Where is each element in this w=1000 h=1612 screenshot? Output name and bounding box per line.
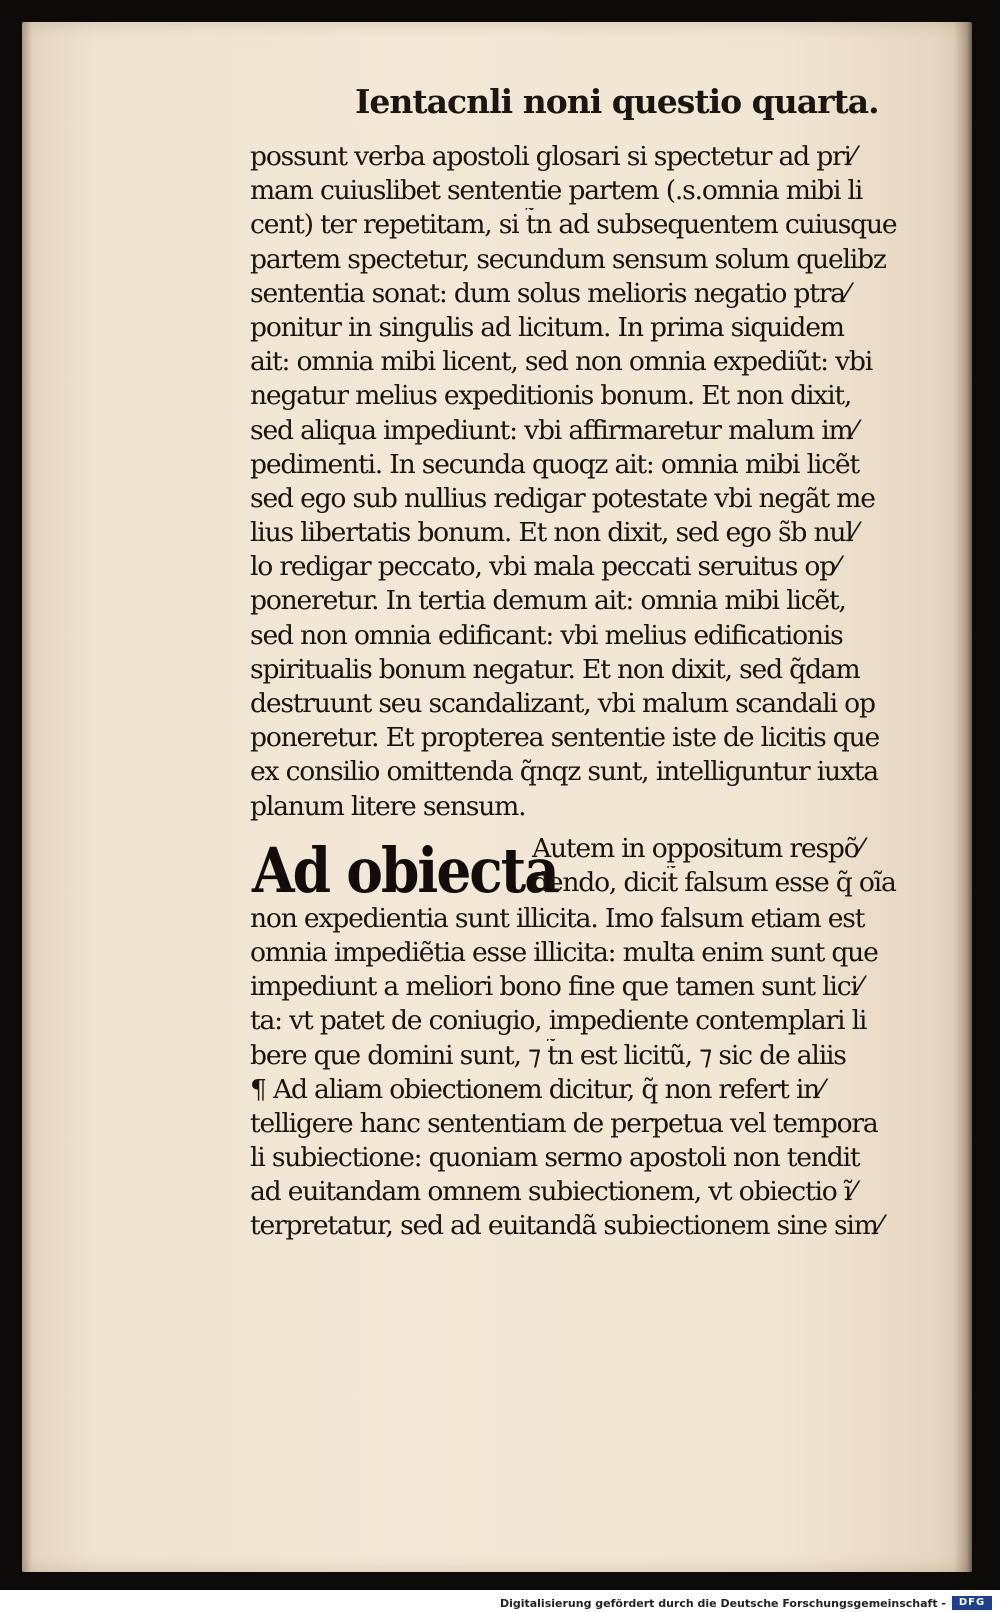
decorated-initial: Ad obiecta: [252, 833, 558, 907]
text-line: lo redigar peccato, vbi mala peccati seruitus op⁄: [250, 551, 839, 583]
text-line: sed non omnia edificant: vbi melius edificationis: [250, 619, 843, 651]
text-line: omnia impediẽtia esse illicita: multa enim sunt que: [250, 936, 878, 968]
text-line: partem spectetur, secundum sensum solum quelibz: [250, 243, 886, 275]
text-line: dendo, dicit̃ falsum esse q̃ oĩa: [532, 866, 896, 898]
text-line: ¶ Ad aliam obiectionem dicitur, q̃ non refert in⁄: [250, 1073, 823, 1105]
text-line: ponitur in singulis ad licitum. In prima siquidem: [250, 311, 844, 343]
text-line: bere que domini sunt, ⁊ t̃n est licitũ, ⁊ sic de aliis: [250, 1039, 846, 1071]
digitization-credit: Digitalisierung gefördert durch die Deutsche Forschungsgemeinschaft -: [499, 1597, 946, 1610]
text-line: non expedientia sunt illicita. Imo falsum etiam est: [250, 902, 865, 934]
text-line: sed ego sub nullius redigar potestate vbi negãt me: [250, 482, 875, 514]
text-line: ait: omnia mibi licent, sed non omnia expediũt: vbi: [250, 346, 873, 378]
text-line: sed aliqua impediunt: vbi affirmaretur malum im⁄: [250, 414, 856, 446]
text-section-one: [250, 140, 940, 824]
text-line: poneretur. In tertia demum ait: omnia mibi licẽt,: [250, 585, 846, 617]
text-line: poneretur. Et propterea sententie iste de licitis que: [250, 722, 880, 754]
text-line: terpretatur, sed ad euitandã subiectionem sine sim⁄: [250, 1210, 881, 1242]
text-line: destruunt seu scandalizant, vbi malum scandali op: [250, 688, 875, 719]
text-line: li subiectione: quoniam sermo apostoli non tendit: [250, 1142, 860, 1174]
text-line: possunt verba apostoli glosari si spectetur ad pri⁄: [250, 141, 855, 172]
text-line: telligere hanc sententiam de perpetua vel tempora: [250, 1107, 878, 1139]
page-left-edge: [22, 22, 32, 1572]
text-line: ad euitandam omnem subiectionem, vt obiectio ĩ⁄: [250, 1176, 855, 1208]
text-line: lius libertatis bonum. Et non dixit, sed ego s̃b nul⁄: [250, 517, 856, 549]
text-line: negatur melius expeditionis bonum. Et non dixit,: [250, 380, 852, 412]
text-line: Autem in oppositum respõ⁄: [532, 832, 862, 864]
text-line: cent) ter repetitam, si t̃n ad subsequentem cuiusque: [250, 209, 897, 241]
initial-side-lines: [532, 832, 942, 900]
text-section-two: [250, 902, 940, 1244]
text-line: pedimenti. In secunda quoqz ait: omnia mibi licẽt: [250, 448, 859, 480]
page-gutter-shadow: [954, 22, 972, 1572]
text-line: planum litere sensum.: [250, 790, 526, 822]
text-line: spiritualis bonum negatur. Et non dixit, sed q̃dam: [250, 653, 860, 685]
text-line: sententia sonat: dum solus melioris negatio ptra⁄: [250, 277, 849, 309]
text-line: mam cuiuslibet sententie partem (.s.omnia mibi li: [250, 175, 863, 207]
text-line: ex consilio omittenda q̃nqz sunt, intelliguntur iuxta: [250, 756, 878, 788]
dfg-logo: DFG: [952, 1596, 992, 1610]
initial-paragraph: [250, 832, 940, 907]
running-head: Ientacnli noni questio quarta.: [355, 82, 879, 121]
text-line: impediunt a meliori bono fine que tamen sunt lici⁄: [250, 971, 861, 1003]
main-text-column: [250, 140, 940, 1244]
text-line: ta: vt patet de coniugio, impediente contemplari li: [250, 1005, 867, 1037]
